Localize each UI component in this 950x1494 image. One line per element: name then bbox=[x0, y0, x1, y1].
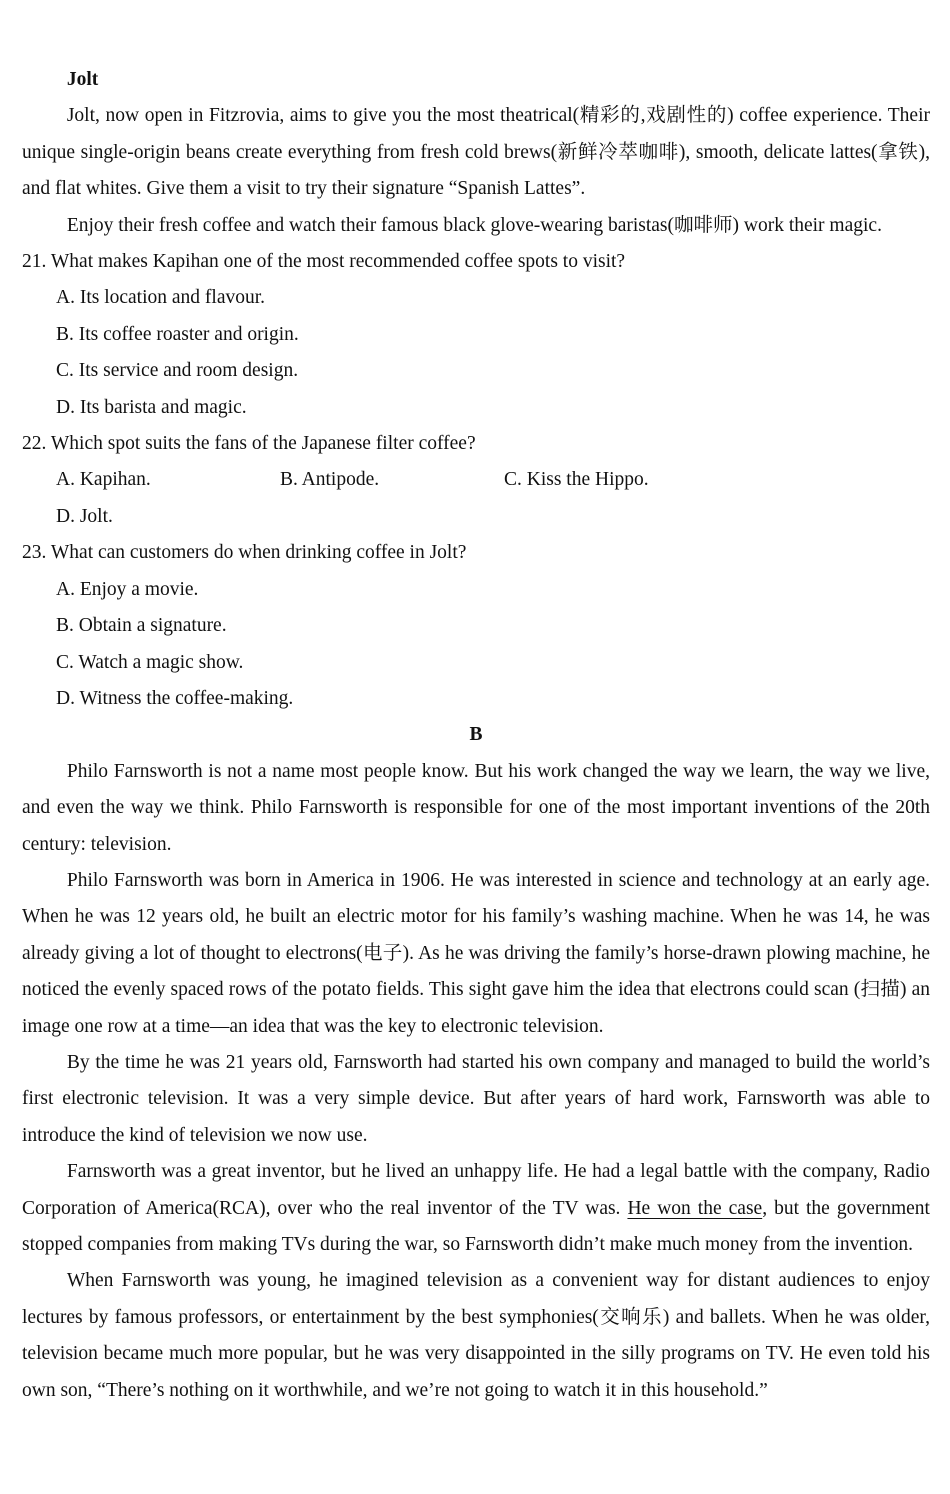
passage-b-paragraph-1: Philo Farnsworth is not a name most people know. But his work changed the way we learn, the way we live, and even the way we think. Philo Farnsworth is responsible for one of the most important inventions of the 20th century: television. bbox=[22, 760, 930, 855]
option-23b: B. Obtain a signature. bbox=[56, 615, 227, 637]
option-21b: B. Its coffee roaster and origin. bbox=[56, 323, 299, 345]
passage-b-paragraph-3: By the time he was 21 years old, Farnsworth had started his own company and managed to build the world’s first electronic television. It was a very simple device. But after years of hard work, Farnsworth was able to introduce the kind of television we now use. bbox=[22, 1051, 930, 1146]
page-content bbox=[22, 62, 930, 1409]
paragraph-4-text-before: Farnsworth was a great inventor, but he lived an unhappy life. He had a legal battle with the company, Radio Corporation of America(RCA), over who the real inventor of the TV was. bbox=[22, 1161, 930, 1219]
option-22b: B. Antipode. bbox=[280, 469, 380, 491]
paragraph-4-text-after: , but the government stopped companies from making TVs during the war, so Farnsworth didn’t make much money from the invention. bbox=[22, 1197, 930, 1255]
option-23a: A. Enjoy a movie. bbox=[56, 578, 199, 600]
option-21a: A. Its location and flavour. bbox=[56, 287, 266, 309]
question-23: 23. What can customers do when drinking coffee in Jolt? bbox=[22, 542, 467, 564]
section-b-heading: B bbox=[469, 724, 483, 746]
passage-b-paragraph-5: When Farnsworth was young, he imagined television as a convenient way for distant audiences to enjoy lectures by famous professors, or entertainment by the best symphonies(交响乐) and ballets. When he was older, television became much more popular, but he was very disappointed in the silly programs on TV. He even told his own son, “There’s nothing on it worthwhile, and we’re not going to watch it in this household.” bbox=[22, 1270, 930, 1401]
underlined-phrase: He won the case bbox=[627, 1197, 763, 1219]
jolt-paragraph-2: Enjoy their fresh coffee and watch their famous black glove-wearing baristas(咖啡师) work their magic. bbox=[66, 214, 882, 236]
option-22d: D. Jolt. bbox=[56, 505, 113, 527]
passage-b-paragraph-2: Philo Farnsworth was born in America in 1906. He was interested in science and technology at an early age. When he was 12 years old, he built an electric motor for his family’s washing machine. When he was 14, he was already giving a lot of thought to electrons(电子). As he was driving the family’s horse-drawn plowing machine, he noticed the evenly spaced rows of the potato fields. This sight gave him the idea that electrons could scan (扫描) an image one row at a time—an idea that was the key to electronic television. bbox=[22, 869, 930, 1037]
option-22c: C. Kiss the Hippo. bbox=[504, 469, 649, 491]
jolt-title: Jolt bbox=[66, 69, 99, 90]
question-21-options bbox=[22, 280, 930, 426]
question-23-options bbox=[22, 572, 930, 718]
question-21: 21. What makes Kapihan one of the most recommended coffee spots to visit? bbox=[22, 251, 626, 273]
passage-b-paragraph-4 bbox=[22, 1154, 930, 1263]
option-23d: D. Witness the coffee-making. bbox=[56, 687, 294, 709]
option-22a: A. Kapihan. bbox=[56, 469, 151, 491]
option-21d: D. Its barista and magic. bbox=[56, 396, 247, 418]
question-22-options bbox=[22, 462, 930, 535]
jolt-paragraph-1: Jolt, now open in Fitzrovia, aims to give you the most theatrical(精彩的,戏剧性的) coffee experience. Their unique single-origin beans create everything from fresh cold brews(新鲜冷萃咖啡), smooth, delicate lattes(拿铁), and flat whites. Give them a visit to try their signature “Spanish Lattes”. bbox=[22, 105, 930, 200]
option-21c: C. Its service and room design. bbox=[56, 360, 299, 382]
option-23c: C. Watch a magic show. bbox=[56, 651, 244, 673]
question-22: 22. Which spot suits the fans of the Japanese filter coffee? bbox=[22, 433, 476, 455]
